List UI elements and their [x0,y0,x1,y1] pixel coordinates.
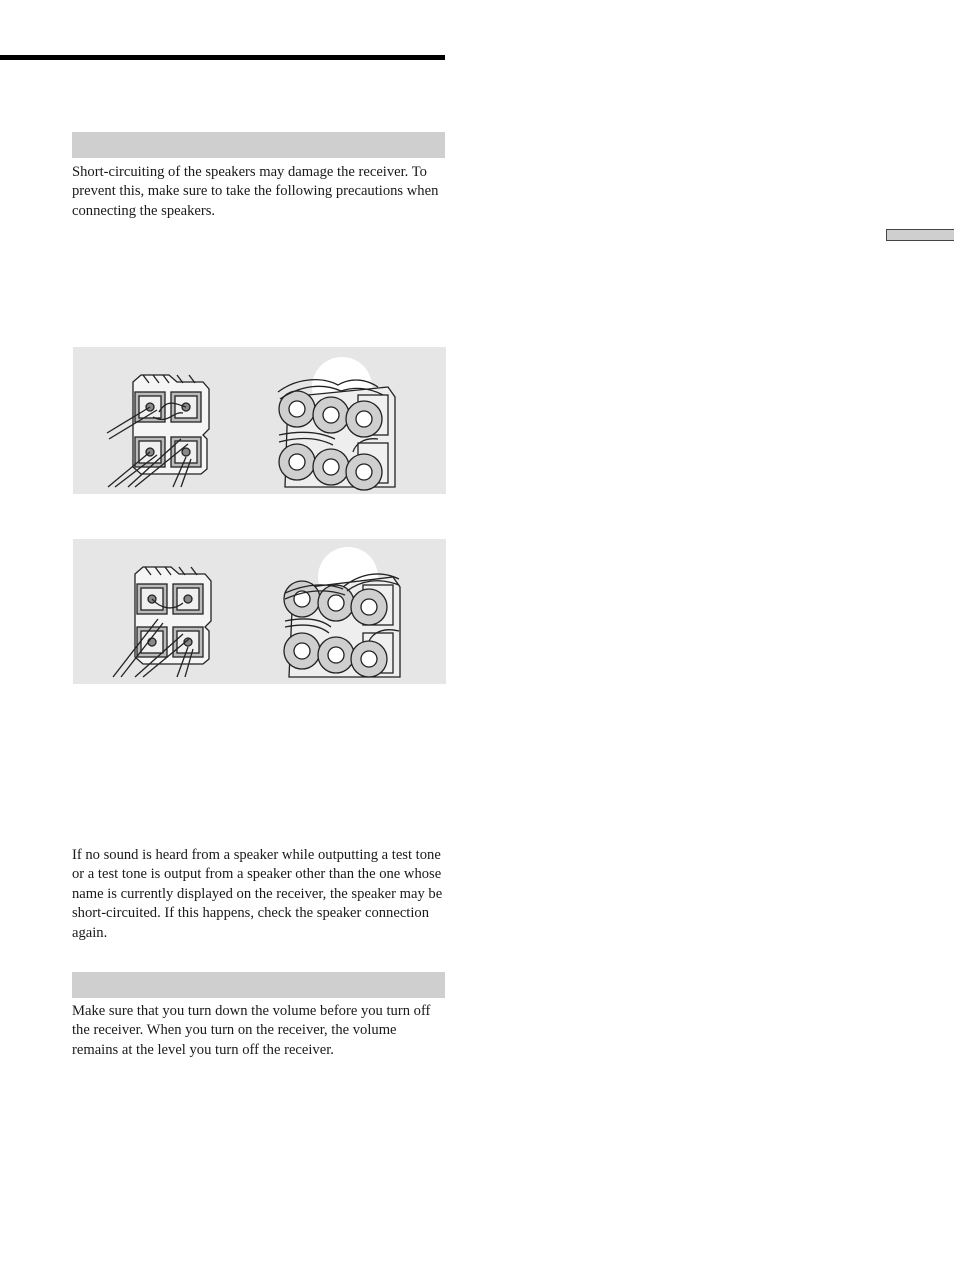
intro-paragraph: Short-circuiting of the speakers may damage the receiver. To prevent this, make sure to take the following precautions when connecting the speakers. [72,164,439,219]
speaker-terminal-figure-1 [73,347,446,494]
spring-clip-terminals-icon [107,375,209,487]
section-heading-bar-2 [72,972,445,998]
figure-2-illustration [73,539,446,684]
volume-paragraph: Make sure that you turn down the volume before you turn off the receiver. When you turn on the receiver, the volume remains at the level you turn off the receiver. [72,1003,431,1058]
figure-1-illustration [73,347,446,494]
top-rule [0,55,445,60]
short-circuit-check-paragraph: If no sound is heard from a speaker while outputting a test tone or a test tone is output from a speaker other than the one whose name is currently displayed on the receiver, the speaker may be short-circuited. If this happens, check the speaker connection again. [72,847,443,941]
side-index-tab [886,229,954,241]
binding-post-terminals-icon [284,574,400,677]
spring-clip-terminals-icon [113,567,211,677]
speaker-terminal-figure-2 [73,539,446,684]
section-heading-bar-1 [72,132,445,158]
binding-post-terminals-icon [278,380,395,490]
